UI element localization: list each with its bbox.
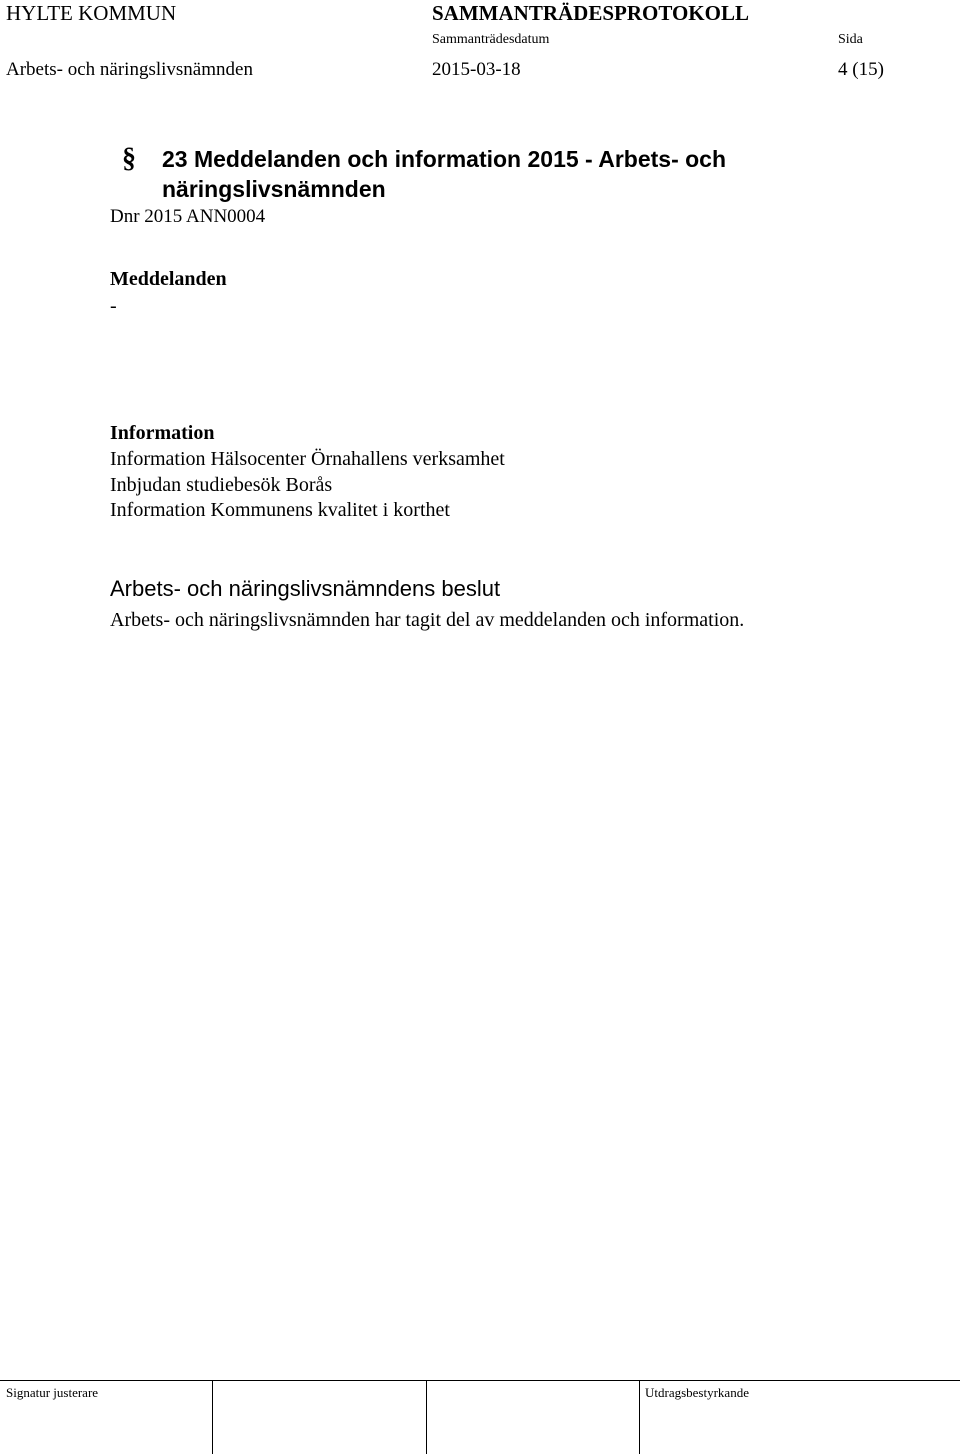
footer-column-divider <box>212 1380 213 1454</box>
footer-divider <box>0 1380 960 1381</box>
committee-name: Arbets- och näringslivsnämnden <box>6 59 253 80</box>
document-type: SAMMANTRÄDESPROTOKOLL <box>432 1 749 25</box>
signature-footer <box>0 1380 960 1454</box>
signature-label: Signatur justerare <box>6 1385 99 1400</box>
meeting-date: 2015-03-18 <box>432 59 521 80</box>
information-item: Information Hälsocenter Örnahallens verksamhet <box>110 448 505 470</box>
messages-heading: Meddelanden <box>110 268 227 290</box>
section-title-line-2: näringslivsnämnden <box>162 176 386 202</box>
section-title-line-1: 23 Meddelanden och information 2015 - Arbets- och <box>162 146 727 172</box>
municipality-name: HYLTE KOMMUN <box>6 1 177 25</box>
decision-heading: Arbets- och näringslivsnämndens beslut <box>110 576 501 601</box>
decision-text: Arbets- och näringslivsnämnden har tagit del av meddelanden och information. <box>110 609 745 631</box>
information-item: Inbjudan studiebesök Borås <box>110 474 333 496</box>
messages-item: - <box>110 295 117 317</box>
meeting-date-label: Sammanträdesdatum <box>432 32 550 47</box>
page-number: 4 (15) <box>838 59 884 80</box>
paragraph-symbol: § <box>122 143 136 174</box>
diary-number: Dnr 2015 ANN0004 <box>110 206 266 227</box>
footer-column-divider <box>639 1380 640 1454</box>
extract-certification-label: Utdragsbestyrkande <box>645 1385 749 1400</box>
information-item: Information Kommunens kvalitet i korthet <box>110 499 450 521</box>
footer-column-divider <box>426 1380 427 1454</box>
page-label: Sida <box>838 32 863 47</box>
information-heading: Information <box>110 422 215 444</box>
